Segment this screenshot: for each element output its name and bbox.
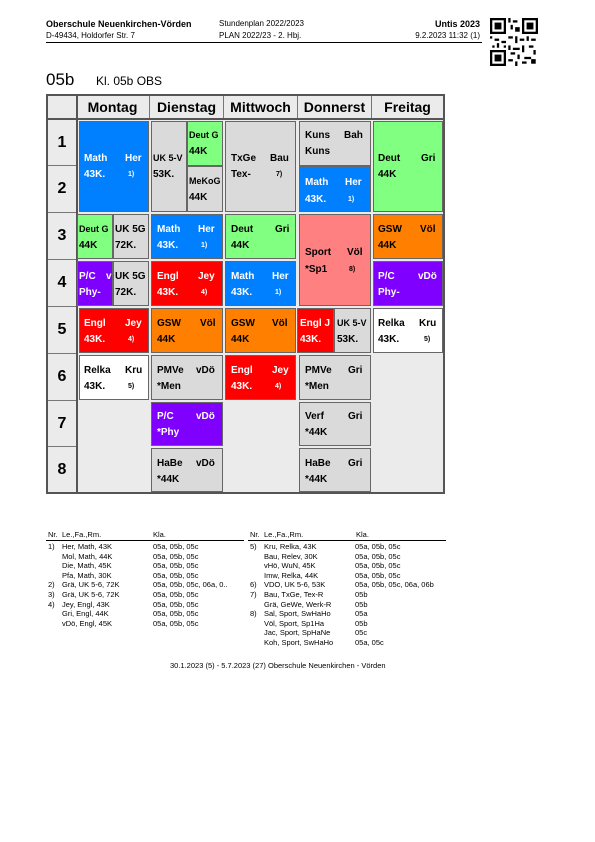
legend-le: Grä, GeWe, Werk-R	[264, 599, 332, 609]
lesson-room: 53K.	[153, 169, 175, 180]
legend-row	[248, 552, 446, 562]
lesson-fr-5[interactable]	[373, 308, 443, 353]
lesson-subject: HaBe	[305, 458, 331, 469]
legend-le: Imw, Relka, 44K	[264, 570, 319, 580]
lesson-room: Kuns	[305, 146, 330, 157]
legend-le: Grä, UK 5-6, 72K	[62, 580, 120, 590]
legend-kla: 05b	[355, 590, 368, 599]
lesson-room: *44K	[157, 474, 180, 485]
lesson-do-6[interactable]	[299, 355, 371, 400]
lesson-teacher: Bau	[270, 153, 289, 164]
lesson-subject: Kuns	[305, 130, 330, 141]
legend-row	[46, 590, 244, 600]
legend-nr: 7)	[250, 590, 257, 599]
legend-kla: 05a, 05b, 05c	[355, 551, 401, 561]
legend-le: Die, Math, 45K	[62, 561, 112, 571]
lesson-room: Phy-	[378, 287, 400, 298]
lesson-subject: UK 5-V	[337, 318, 367, 328]
legend-le: Sal, Sport, SwHaHo	[264, 609, 331, 619]
lesson-teacher: Völ	[347, 247, 363, 258]
lesson-teacher: Gri	[348, 365, 363, 376]
lesson-do-2[interactable]	[299, 166, 371, 212]
lesson-subject: MeKoG	[189, 176, 221, 186]
lesson-subject: Relka	[84, 365, 111, 376]
legend-row	[46, 619, 244, 629]
legend-le: Her, Math, 43K	[62, 542, 113, 551]
lesson-room: 44K	[231, 334, 250, 345]
period-header-3: 3	[48, 213, 76, 260]
validity-line: 30.1.2023 (5) - 5.7.2023 (27) Oberschule Neuenkirchen - Vörden	[170, 661, 386, 670]
legend-kla: 05a, 05b, 05c	[153, 618, 199, 628]
lesson-note: 1)	[275, 289, 282, 296]
lesson-teacher: Völ	[420, 224, 436, 235]
period-header-4: 4	[48, 260, 76, 307]
lesson-note: 4)	[201, 289, 208, 296]
legend-kla: 05a, 05b, 05c	[355, 542, 401, 551]
lesson-mo-3-b[interactable]	[113, 214, 149, 259]
legend-kla: 05a, 05b, 05c	[355, 570, 401, 580]
legend-kla: 05a, 05b, 05c	[153, 609, 199, 619]
lesson-di-8[interactable]	[151, 448, 223, 492]
legend-row	[46, 542, 244, 552]
legend-header-nr: Nr.	[250, 530, 260, 539]
plan-subtitle: PLAN 2022/23 - 2. Hbj.	[219, 31, 302, 40]
lesson-room: 43K.	[378, 334, 400, 345]
lesson-note: 1)	[128, 171, 135, 178]
lesson-subject: Deut G	[189, 130, 219, 140]
legend-header-le: Le.,Fa.,Rm.	[62, 530, 102, 539]
lesson-subject: UK 5-V	[153, 153, 183, 163]
lesson-room: 43K.	[84, 334, 106, 345]
lesson-room: *Sp1	[305, 264, 328, 275]
lesson-note: 8)	[349, 266, 356, 273]
lesson-di-3[interactable]	[151, 214, 223, 259]
legend-row	[248, 628, 446, 638]
lesson-teacher: Gri	[348, 411, 363, 422]
lesson-note: 7)	[276, 171, 283, 178]
day-header-monday: Montag	[76, 96, 150, 118]
lesson-mi-4[interactable]	[225, 261, 296, 306]
lesson-teacher: Völ	[200, 318, 216, 329]
legend-row	[248, 571, 446, 581]
lesson-room: *Men	[305, 381, 329, 392]
lesson-do-1[interactable]	[299, 121, 371, 166]
lesson-subject: GSW	[231, 318, 255, 329]
lesson-mo-6[interactable]	[79, 355, 149, 400]
legend-left-divider	[46, 540, 244, 541]
legend-header-kla: Kla.	[153, 530, 166, 539]
lesson-room: 44K	[189, 146, 208, 157]
lesson-teacher: Völ	[272, 318, 288, 329]
legend-le: Bau, TxGe, Tex-R	[264, 590, 324, 599]
lesson-subject: Verf	[305, 411, 324, 422]
lesson-subject: Math	[84, 153, 108, 164]
lesson-teacher: Gri	[348, 458, 363, 469]
legend-kla: 05b	[355, 618, 368, 628]
lesson-room: Phy-	[79, 287, 101, 298]
legend-header-nr: Nr.	[48, 530, 58, 539]
lesson-room: 44K	[378, 240, 397, 251]
legend-row	[248, 609, 446, 619]
lesson-do-5-a[interactable]	[297, 308, 334, 353]
legend-le: Mol, Math, 44K	[62, 551, 113, 561]
lesson-room: *Men	[157, 381, 181, 392]
legend-header-kla: Kla.	[356, 530, 369, 539]
lesson-subject: GSW	[378, 224, 402, 235]
lesson-room: 43K.	[231, 287, 253, 298]
lesson-subject: Relka	[378, 318, 405, 329]
legend-nr: 1)	[48, 542, 55, 551]
legend-kla: 05a, 05b, 05c	[153, 570, 199, 580]
legend-kla: 05a, 05b, 05c	[355, 561, 401, 571]
legend-row	[248, 600, 446, 610]
lesson-do-3-4[interactable]	[299, 214, 371, 306]
lesson-di-4[interactable]	[151, 261, 223, 306]
lesson-subject: Engl	[231, 365, 253, 376]
legend-row	[248, 561, 446, 571]
lesson-teacher: vDö	[418, 271, 437, 282]
lesson-fr-3[interactable]	[373, 214, 443, 259]
legend-row	[46, 580, 244, 590]
lesson-subject: P/C	[157, 411, 174, 422]
legend-le: Gri, Engl, 44K	[62, 609, 109, 619]
lesson-note: 4)	[128, 336, 135, 343]
day-header-thursday: Donnerst	[298, 96, 372, 118]
lesson-room: 44K	[79, 240, 98, 251]
legend-header-le: Le.,Fa.,Rm.	[264, 530, 304, 539]
lesson-room: *Phy	[157, 427, 180, 438]
lesson-subject: P/C	[378, 271, 395, 282]
lesson-room: 43K.	[300, 334, 322, 345]
legend-le: Bau, Relev, 30K	[264, 551, 318, 561]
legend-kla: 05a, 05b, 05c	[153, 551, 199, 561]
legend-kla: 05a, 05b, 05c	[153, 590, 199, 599]
lesson-subject: TxGe	[231, 153, 257, 164]
legend-nr: 3)	[48, 590, 55, 599]
lesson-subject: Math	[305, 177, 329, 188]
lesson-mo-1-2[interactable]	[79, 121, 149, 212]
lesson-room: 44K	[189, 192, 208, 203]
legend-nr: 5)	[250, 542, 257, 551]
lesson-mi-5[interactable]	[225, 308, 296, 353]
day-header-tuesday: Dienstag	[150, 96, 224, 118]
lesson-subject: HaBe	[157, 458, 183, 469]
legend-le: VDO, UK 5-6, 53K	[264, 580, 326, 590]
legend-nr: 6)	[250, 580, 257, 590]
lesson-mi-1-2[interactable]	[225, 121, 296, 212]
lesson-note: 5)	[424, 336, 431, 343]
lesson-teacher: vDö	[196, 411, 215, 422]
plan-title: Stundenplan 2022/2023	[219, 19, 304, 28]
header-row-line	[48, 118, 443, 120]
lesson-note: 5)	[128, 383, 135, 390]
lesson-room: 43K.	[157, 287, 179, 298]
lesson-teacher: Her	[198, 224, 215, 235]
lesson-di-1-b[interactable]	[187, 121, 223, 166]
lesson-do-8[interactable]	[299, 448, 371, 492]
lesson-room: 43K.	[157, 240, 179, 251]
lesson-di-7[interactable]	[151, 402, 223, 446]
lesson-teacher: Jey	[125, 318, 142, 329]
lesson-room: 43K.	[84, 169, 106, 180]
day-header-friday: Freitag	[372, 96, 443, 118]
legend-kla: 05a, 05b, 05c	[153, 542, 199, 551]
lesson-note: 1)	[201, 242, 208, 249]
lesson-subject: Math	[157, 224, 181, 235]
legend-nr: 2)	[48, 580, 55, 590]
lesson-teacher: Her	[272, 271, 289, 282]
lesson-room: 43K.	[231, 381, 253, 392]
lesson-room: *44K	[305, 474, 328, 485]
lesson-mi-3[interactable]	[225, 214, 296, 259]
lesson-room: 43K.	[305, 194, 327, 205]
lesson-teacher: Bah	[344, 130, 363, 141]
legend-row	[248, 638, 446, 648]
legend-le: Pfa, Math, 30K	[62, 570, 112, 580]
period-header-1: 1	[48, 120, 76, 166]
period-header-7: 7	[48, 401, 76, 447]
lesson-room: 43K.	[84, 381, 106, 392]
lesson-di-6[interactable]	[151, 355, 223, 400]
period-header-6: 6	[48, 354, 76, 401]
lesson-di-1-2-a[interactable]	[151, 121, 187, 212]
legend-row	[46, 571, 244, 581]
legend-kla: 05a, 05b, 05c	[153, 599, 199, 609]
class-name: Kl. 05b OBS	[96, 74, 163, 88]
legend-kla: 05b	[355, 599, 368, 609]
legend-nr: 4)	[48, 599, 55, 609]
lesson-room: 53K.	[337, 334, 359, 345]
legend-row	[46, 552, 244, 562]
lesson-subject: PMVe	[157, 365, 184, 376]
legend-row	[248, 580, 446, 590]
legend-kla: 05a	[355, 609, 368, 619]
legend-le: Kru, Relka, 43K	[264, 542, 317, 551]
legend-le: Jac, Sport, SpHaNe	[264, 628, 331, 638]
lesson-note: 1)	[348, 196, 355, 203]
lesson-teacher: Kru	[419, 318, 437, 329]
legend-nr: 8)	[250, 609, 257, 619]
lesson-mo-4-a[interactable]	[77, 261, 113, 306]
school-name: Oberschule Neuenkirchen-Vörden	[46, 19, 192, 29]
lesson-teacher: Kru	[125, 365, 143, 376]
lesson-room: 44K	[378, 169, 397, 180]
header-divider	[46, 42, 482, 43]
lesson-mo-5[interactable]	[79, 308, 149, 353]
lesson-teacher: v	[106, 271, 112, 282]
qr-code-icon	[490, 18, 538, 66]
lesson-subject: Sport	[305, 247, 332, 258]
legend-kla: 05a, 05c	[355, 638, 384, 647]
lesson-teacher: vDö	[196, 365, 215, 376]
lesson-subject: Engl	[157, 271, 179, 282]
lesson-subject: P/C	[79, 271, 96, 282]
legend-kla: 05a, 05b, 05c	[153, 561, 199, 571]
legend-row	[46, 561, 244, 571]
period-header-2: 2	[48, 166, 76, 213]
lesson-do-7[interactable]	[299, 402, 371, 446]
lesson-teacher: Her	[125, 153, 142, 164]
lesson-subject: GSW	[157, 318, 181, 329]
legend-row	[248, 619, 446, 629]
lesson-subject: Deut G	[79, 224, 109, 234]
lesson-di-5[interactable]	[151, 308, 223, 353]
print-datetime: 9.2.2023 11:32 (1)	[415, 31, 480, 40]
lesson-teacher: Jey	[198, 271, 215, 282]
lesson-subject: Deut	[378, 153, 401, 164]
legend-row	[46, 609, 244, 619]
lesson-subject: UK 5G	[115, 224, 146, 235]
lesson-room: *44K	[305, 427, 328, 438]
lesson-subject: Engl	[84, 318, 106, 329]
lesson-di-2-b[interactable]	[187, 166, 223, 212]
lesson-room: 72K.	[115, 287, 137, 298]
lesson-teacher: Jey	[272, 365, 289, 376]
lesson-mo-4-b[interactable]	[113, 261, 149, 306]
lesson-subject: Math	[231, 271, 255, 282]
period-header-5: 5	[48, 307, 76, 354]
legend-row	[46, 600, 244, 610]
lesson-teacher: Gri	[421, 153, 436, 164]
legend-le: vDö, Engl, 45K	[62, 618, 113, 628]
legend-row	[248, 590, 446, 600]
lesson-subject: PMVe	[305, 365, 332, 376]
legend-kla: 05a, 05b, 05c, 06a, 06b	[355, 580, 434, 590]
lesson-fr-1-2[interactable]	[373, 121, 443, 212]
legend-le: vHö, WuN, 45K	[264, 561, 316, 571]
period-header-8: 8	[48, 447, 76, 492]
lesson-teacher: Her	[345, 177, 362, 188]
legend-le: Koh, Sport, SwHaHo	[264, 638, 334, 647]
class-code: 05b	[46, 70, 75, 89]
legend-le: Jey, Engl, 43K	[62, 599, 110, 609]
lesson-room: 44K	[157, 334, 176, 345]
lesson-do-5-b[interactable]	[334, 308, 371, 353]
legend-row	[248, 542, 446, 552]
lesson-subject: Engl J	[300, 318, 331, 329]
legend-kla: 05c	[355, 628, 368, 638]
day-header-wednesday: Mittwoch	[224, 96, 298, 118]
lesson-teacher: Gri	[275, 224, 290, 235]
lesson-subject: Deut	[231, 224, 254, 235]
school-address: D-49434, Holdorfer Str. 7	[46, 31, 135, 40]
lesson-subject: UK 5G	[115, 271, 146, 282]
lesson-room: 44K	[231, 240, 250, 251]
legend-right-divider	[248, 540, 446, 541]
legend-le: Völ, Sport, Sp1Ha	[264, 618, 325, 628]
lesson-teacher: vDö	[196, 458, 215, 469]
legend-le: Grä, UK 5-6, 72K	[62, 590, 120, 599]
lesson-note: 4)	[275, 383, 282, 390]
lesson-room: 72K.	[115, 240, 137, 251]
lesson-mo-3-a[interactable]	[77, 214, 113, 259]
legend-kla: 05a, 05b, 05c, 06a, 0..	[153, 580, 228, 590]
lesson-mi-6[interactable]	[225, 355, 296, 400]
product-name: Untis 2023	[434, 19, 480, 29]
lesson-room: Tex-	[231, 169, 251, 180]
lesson-fr-4[interactable]	[373, 261, 443, 306]
